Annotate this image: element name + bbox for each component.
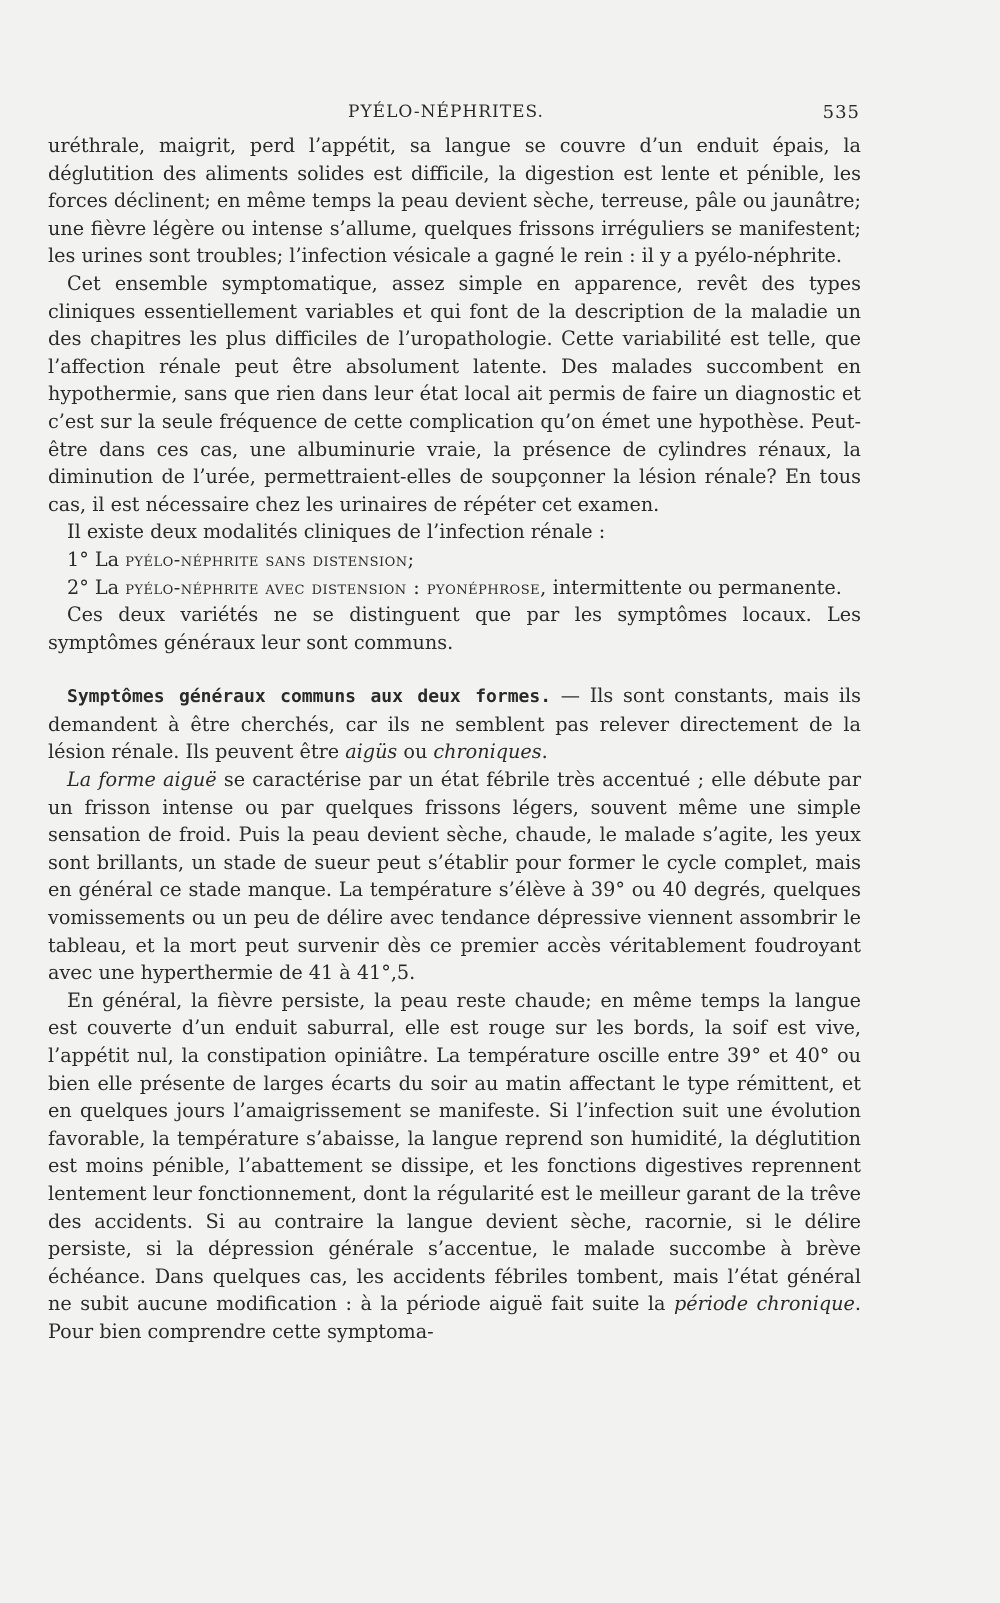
paragraph-5-text: — Ils sont constants, mais ils demandent à être cherchés, car ils ne semblent pas relever directement de la lésion rénale. Ils peuvent être: [48, 684, 861, 764]
paragraph-5-emphasis-2: chroniques: [433, 740, 542, 764]
page-number: 535: [822, 102, 860, 123]
paragraph-7-end: . Pour bien comprendre cette symptoma-: [48, 1292, 861, 1343]
paragraph-5: [48, 682, 861, 766]
list-item-1-label: pyélo-néphrite sans distension;: [125, 547, 415, 571]
paragraph-7-emphasis: période chronique: [673, 1292, 855, 1316]
paragraph-5-end: .: [541, 740, 548, 764]
paragraph-1: uréthrale, maigrit, perd l’appétit, sa langue se couvre d’un enduit épais, la déglutition des aliments solides est difficile, la digestion est lente et pénible, les forces déclinent; en même temps la peau devient sèche, terreuse, pâle ou jaunâtre; une fièvre légère ou intense s’allume, quelques frissons irréguliers se manifestent; les urines sont troubles; l’infection vésicale a gagné le rein : il y a pyélo-néphrite.: [48, 134, 861, 268]
paragraph-7: [48, 987, 861, 1346]
list-item-2-label: pyélo-néphrite avec distension : pyonéphrose,: [125, 575, 547, 599]
paragraph-6-emphasis: La forme aiguë: [67, 768, 217, 792]
paragraph-6: [48, 766, 861, 987]
paragraph-7-text: En général, la fièvre persiste, la peau reste chaude; en même temps la langue est couverte d’un enduit saburral, elle est rouge sur les bords, la soif est vive, l’appétit nul, la constipation opiniâtre. La température oscille entre 39° et 40° ou bien elle présente de larges écarts du soir au matin affectant le type rémittent, et en quelques jours l’amaigrissement se manifeste. Si l’infection suit une évolution favorable, la température s’abaisse, la langue reprend son humidité, la déglutition est moins pénible, l’abattement se dissipe, et les fonctions digestives reprennent lentement leur fonctionnement, dont la régularité est le meilleur garant de la trêve des accidents. Si au contraire la langue devient sèche, racornie, si le délire persiste, si la dépression générale s’accentue, le malade succombe à brève échéance. Dans quelques cas, les accidents fébriles tombent, mais l’état général ne subit aucune modification : à la période aiguë fait suite la: [48, 988, 861, 1316]
section-title: Symptômes généraux communs aux deux formes.: [67, 686, 552, 708]
section-gap: [48, 656, 861, 682]
paragraph-3: Il existe deux modalités cliniques de l’infection rénale :: [67, 520, 606, 544]
paragraph-4: Ces deux variétés ne se distinguent que par les symptômes locaux. Les symptômes généraux leur sont communs.: [48, 603, 861, 654]
paragraph-6-text: se caractérise par un état fébrile très accentué ; elle débute par un frisson intense ou par quelques frissons légers, souvent même une simple sensation de froid. Puis la peau devient sèche, chaude, le malade s’agite, les yeux sont brillants, un stade de sueur peut s’établir pour former le cycle complet, mais en général ce stade manque. La température s’élève à 39° ou 40 degrés, quelques vomissements ou un peu de délire avec tendance dépressive viennent assombrir le tableau, et la mort peut survenir dès ce premier accès véritablement foudroyant avec une hyperthermie de 41 à 41°,5.: [48, 768, 861, 985]
list-item-2: [48, 574, 861, 602]
running-title: PYÉLO-NÉPHRITES.: [348, 102, 544, 122]
page-header: [48, 102, 860, 132]
paragraph-2: Cet ensemble symptomatique, assez simple en apparence, revêt des types cliniques essentiellement variables et qui font de la description de la maladie un des chapitres les plus difficiles de l’uropathologie. Cette variabilité est telle, que l’affection rénale peut être absolument latente. Des malades succombent en hypothermie, sans que rien dans leur état local ait permis de faire un diagnostic et c’est sur la seule fréquence de cette complication qu’on émet une hypothèse. Peut-être dans ces cas, une albuminurie vraie, la présence de cylindres rénaux, la diminution de l’urée, permettraient-elles de soupçonner la lésion rénale? En tous cas, il est nécessaire chez les urinaires de répéter cet examen.: [48, 271, 861, 516]
list-item-1: [48, 546, 861, 574]
paragraph-5-emphasis-1: aigüs: [345, 740, 398, 764]
paragraph-5-mid: ou: [397, 740, 434, 764]
list-item-1-number: 1° La: [67, 547, 126, 571]
list-item-2-number: 2° La: [67, 575, 126, 599]
list-item-2-rest: intermittente ou permanente.: [546, 575, 842, 599]
body-text: [48, 132, 861, 1346]
